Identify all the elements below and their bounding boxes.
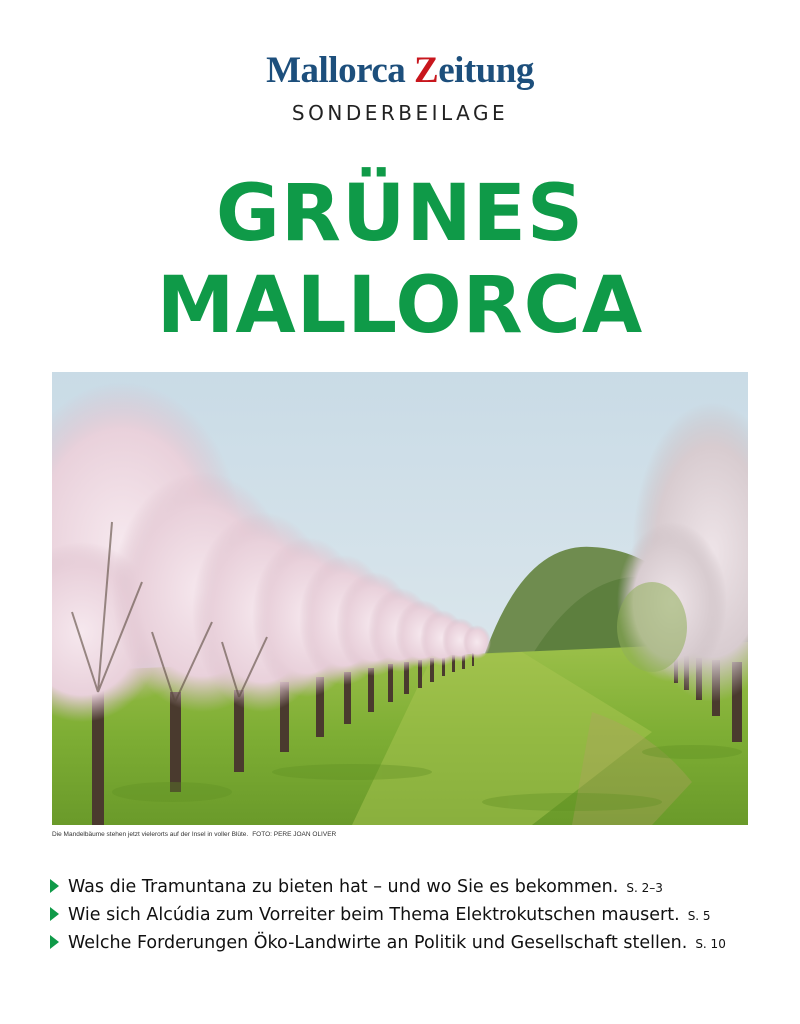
teaser-page-ref: S. 2–3 xyxy=(626,881,663,895)
brand-part-3: eitung xyxy=(438,50,534,91)
supplement-label: SONDERBEILAGE xyxy=(291,101,509,125)
triangle-bullet-icon xyxy=(50,879,59,893)
teaser-item[interactable] xyxy=(50,902,780,930)
teaser-item[interactable] xyxy=(50,874,780,902)
teaser-item[interactable] xyxy=(50,930,780,958)
teaser-page-ref: S. 10 xyxy=(695,937,726,951)
headline xyxy=(0,168,800,352)
triangle-bullet-icon xyxy=(50,907,59,921)
teaser-page-ref: S. 5 xyxy=(687,909,711,923)
teaser-text: Wie sich Alcúdia zum Vorreiter beim Thema Elektrokutschen mausert. xyxy=(68,905,680,925)
headline-line-1: GRÜNES xyxy=(215,169,585,259)
photo-caption xyxy=(52,831,748,838)
brand-part-1: Mallorca xyxy=(266,50,415,91)
almond-orchard-image xyxy=(52,372,748,825)
triangle-bullet-icon xyxy=(50,935,59,949)
brand-part-2: Z xyxy=(414,50,439,91)
teaser-text: Was die Tramuntana zu bieten hat – und wo Sie es bekommen. xyxy=(68,877,619,897)
masthead xyxy=(0,52,800,125)
cover-photo xyxy=(52,372,748,825)
photo-credit: FOTO: PERE JOAN OLIVER xyxy=(252,831,337,838)
caption-text: Die Mandelbäume stehen jetzt vielerorts auf der Insel in voller Blüte. xyxy=(52,831,249,838)
teaser-list xyxy=(50,874,780,958)
headline-line-2: MALLORCA xyxy=(156,261,644,351)
teaser-text: Welche Forderungen Öko-Landwirte an Politik und Gesellschaft stellen. xyxy=(68,933,688,953)
brand-logo xyxy=(0,52,800,89)
